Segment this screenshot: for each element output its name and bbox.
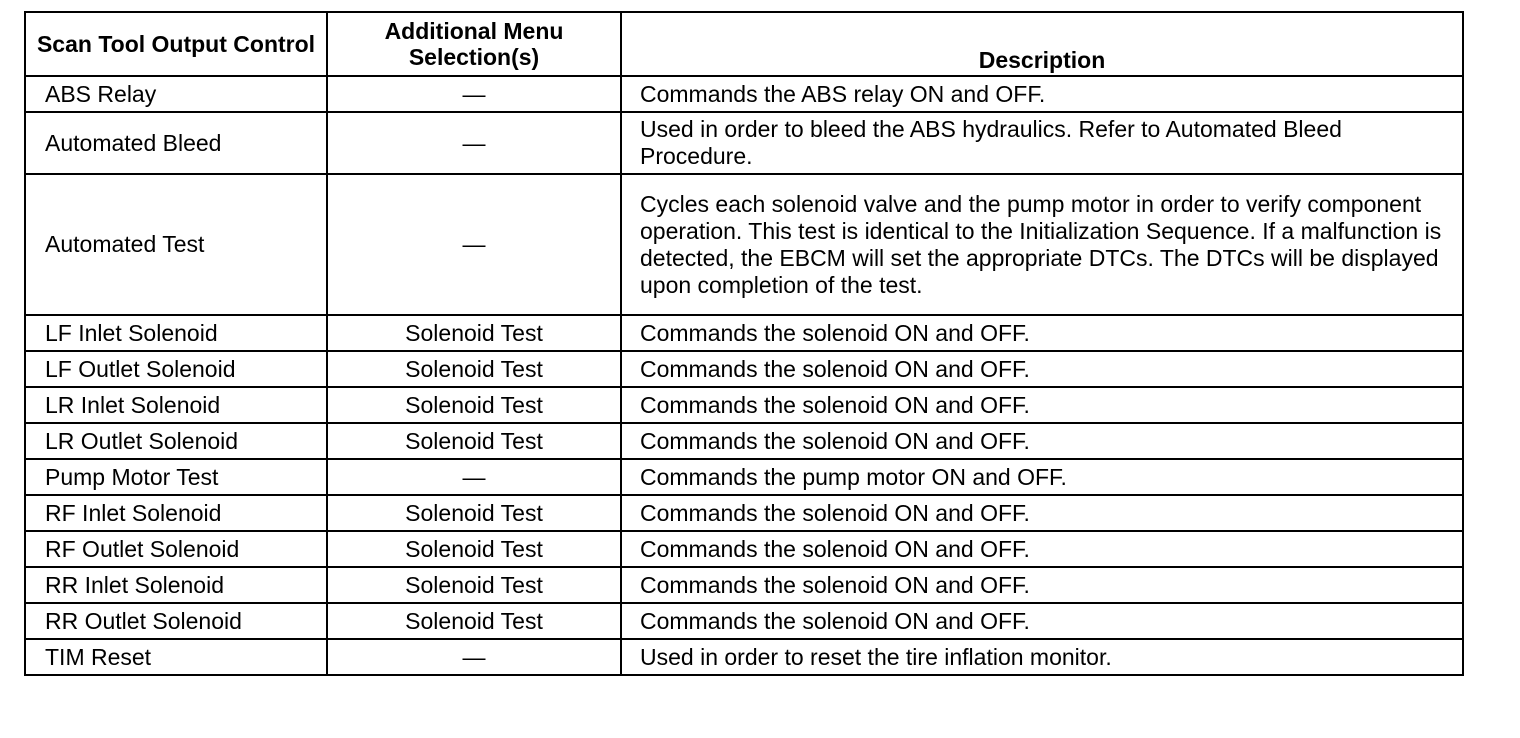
description-cell: Commands the solenoid ON and OFF. [621,315,1463,351]
menu-cell: — [327,459,621,495]
description-cell: Commands the solenoid ON and OFF. [621,351,1463,387]
menu-cell: Solenoid Test [327,603,621,639]
header-control: Scan Tool Output Control [25,12,327,76]
description-cell: Commands the solenoid ON and OFF. [621,423,1463,459]
scan-tool-output-control-table [24,11,1464,676]
description-cell: Cycles each solenoid valve and the pump motor in order to verify component operation. This test is identical to the Initialization Sequence. If a malfunction is detected, the EBCM will set the appropriate DTCs. The DTCs will be displayed upon completion of the test. [621,174,1463,315]
control-cell: LR Outlet Solenoid [25,423,327,459]
table-row [25,315,1463,351]
table-row [25,76,1463,112]
menu-cell: Solenoid Test [327,351,621,387]
table-row [25,603,1463,639]
description-cell: Commands the pump motor ON and OFF. [621,459,1463,495]
table-row [25,495,1463,531]
control-cell: RF Inlet Solenoid [25,495,327,531]
description-cell: Commands the solenoid ON and OFF. [621,387,1463,423]
table-row [25,639,1463,675]
control-cell: RR Outlet Solenoid [25,603,327,639]
table-row [25,459,1463,495]
header-row [25,12,1463,76]
menu-cell: — [327,174,621,315]
control-cell: LR Inlet Solenoid [25,387,327,423]
description-cell: Commands the solenoid ON and OFF. [621,531,1463,567]
menu-cell: Solenoid Test [327,531,621,567]
table-row [25,567,1463,603]
control-cell: Pump Motor Test [25,459,327,495]
menu-cell: — [327,76,621,112]
description-cell: Used in order to bleed the ABS hydraulics. Refer to Automated Bleed Procedure. [621,112,1463,174]
menu-cell: Solenoid Test [327,423,621,459]
table-header [25,12,1463,76]
control-cell: Automated Test [25,174,327,315]
description-cell: Commands the ABS relay ON and OFF. [621,76,1463,112]
table-row [25,112,1463,174]
menu-cell: — [327,639,621,675]
description-cell: Commands the solenoid ON and OFF. [621,567,1463,603]
menu-cell: Solenoid Test [327,495,621,531]
menu-cell: Solenoid Test [327,567,621,603]
control-cell: ABS Relay [25,76,327,112]
table-row [25,531,1463,567]
description-cell: Used in order to reset the tire inflation monitor. [621,639,1463,675]
description-cell: Commands the solenoid ON and OFF. [621,495,1463,531]
document-sheet [24,11,1462,676]
control-cell: TIM Reset [25,639,327,675]
table-row [25,387,1463,423]
control-cell: LF Outlet Solenoid [25,351,327,387]
menu-cell: Solenoid Test [327,315,621,351]
control-cell: RR Inlet Solenoid [25,567,327,603]
control-cell: RF Outlet Solenoid [25,531,327,567]
header-menu: Additional Menu Selection(s) [327,12,621,76]
header-description: Description [621,12,1463,76]
table-row [25,351,1463,387]
table-row [25,423,1463,459]
control-cell: LF Inlet Solenoid [25,315,327,351]
description-cell: Commands the solenoid ON and OFF. [621,603,1463,639]
control-cell: Automated Bleed [25,112,327,174]
table-row [25,174,1463,315]
menu-cell: — [327,112,621,174]
menu-cell: Solenoid Test [327,387,621,423]
table-body [25,76,1463,675]
